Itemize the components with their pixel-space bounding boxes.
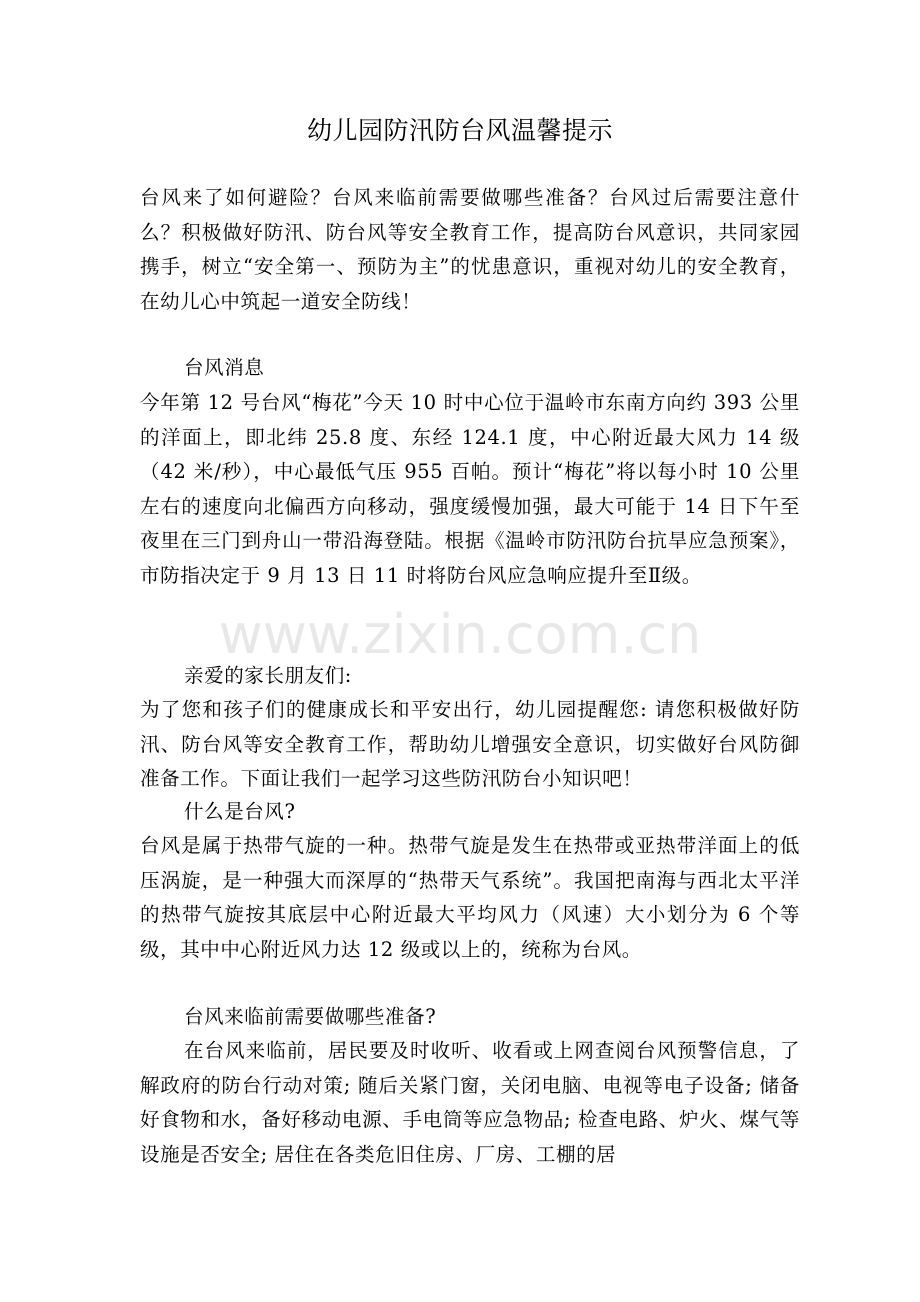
watermark: www.zixin.com.cn: [218, 603, 702, 666]
news-paragraph: 今年第 12 号台风“梅花”今天 10 时中心位于温岭市东南方向约 393 公里的洋面上，即北纬 25.8 度、东经 124.1 度，中心附近最大风力 14 级（42 米/秒），中心最低气压 955 百帕。预计“梅花”将以每小时 10 公里左右的速度向北偏西方向移动，强度缓慢加强，最大可能于 14 日下午至夜里在三门到舟山一带沿海登陆。根据《温岭市防汛防台抗旱应急预案》，市防指决定于 9 月 13 日 11 时将防台风应急响应提升至Ⅱ级。: [140, 391, 800, 587]
parents-paragraph: 为了您和孩子们的健康成长和平安出行，幼儿园提醒您: 请您积极做好防汛、防台风等安全教育工作，帮助幼儿增强安全意识，切实做好台风防御准备工作。下面让我们一起学习这些防汛防台小知识吧！: [140, 698, 800, 790]
document-title: 幼儿园防汛防台风温馨提示: [306, 116, 613, 145]
intro-paragraph: 台风来了如何避险？台风来临前需要做哪些准备？台风过后需要注意什么？积极做好防汛、防台风等安全教育工作，提高防台风意识，共同家园携手，树立“安全第一、预防为主”的忧患意识，重视对幼儿的安全教育，在幼儿心中筑起一道安全防线！: [140, 186, 800, 313]
prepare-paragraph: 在台风来临前，居民要及时收听、收看或上网查阅台风预警信息，了解政府的防台行动对策; 随后关紧门窗，关闭电脑、电视等电子设备; 储备好食物和水，备好移动电源、手电筒等应急物品; 检查电路、炉火、煤气等设施是否安全; 居住在各类危旧住房、厂房、工棚的居: [140, 1039, 800, 1166]
what-is-typhoon-heading: 什么是台风?: [184, 800, 296, 823]
news-heading: 台风消息: [184, 356, 265, 379]
what-is-typhoon-paragraph: 台风是属于热带气旋的一种。热带气旋是发生在热带或亚热带洋面上的低压涡旋，是一种强大而深厚的“热带天气系统”。我国把南海与西北太平洋的热带气旋按其底层中心附近最大平均风力（风速）大小划分为 6 个等级，其中中心附近风力达 12 级或以上的，统称为台风。: [140, 834, 800, 961]
parents-heading: 亲爱的家长朋友们:: [184, 664, 352, 687]
prepare-heading: 台风来临前需要做哪些准备?: [184, 1005, 437, 1028]
